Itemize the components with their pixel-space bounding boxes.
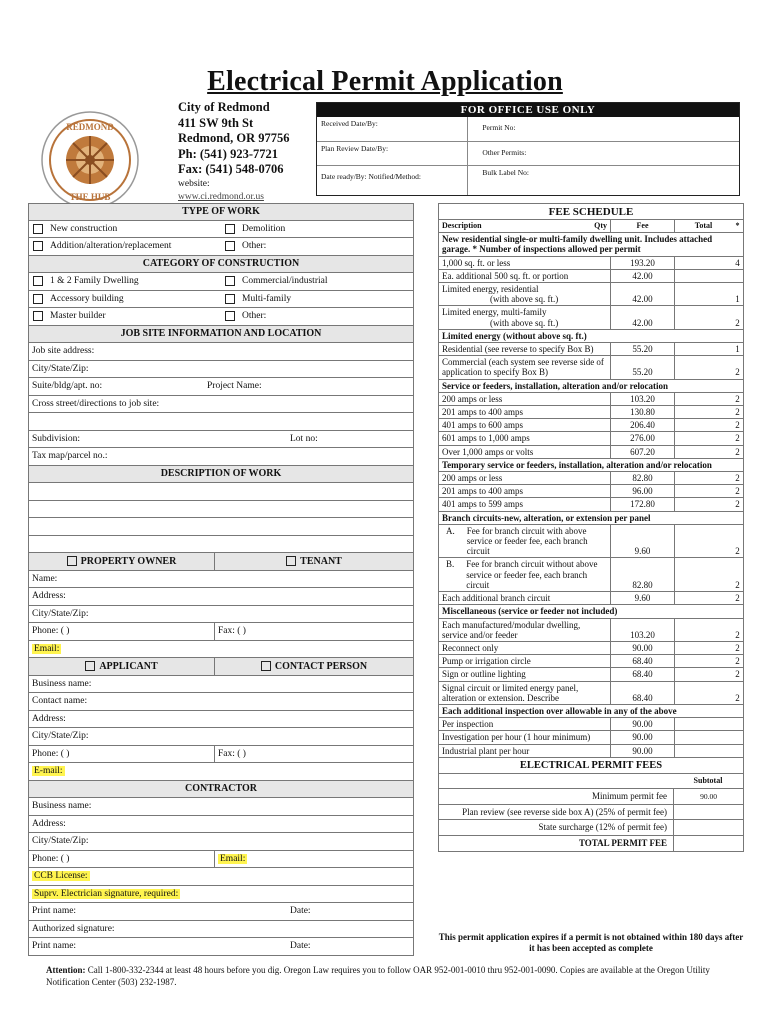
ccb-license-field[interactable]: CCB License: <box>34 871 88 882</box>
family-dwelling-label: 1 & 2 Family Dwelling <box>50 276 139 287</box>
fee-description: Industrial plant per hour <box>442 745 530 756</box>
fee-item-row[interactable] <box>439 283 743 306</box>
fee-item-line: Limited energy, multi-family <box>442 307 547 318</box>
fee-category-row <box>439 605 743 618</box>
fee-item-line: Limited energy, residential <box>442 284 539 295</box>
demolition-label: Demolition <box>242 223 286 234</box>
fee-category-row <box>439 380 743 393</box>
fee-item-row[interactable] <box>439 718 743 731</box>
addition-checkbox[interactable] <box>33 241 43 251</box>
fee-item-row[interactable] <box>439 592 743 605</box>
col-qty: Qty <box>594 221 607 230</box>
fee-item-row[interactable] <box>439 472 743 485</box>
fee-amount: 607.20 <box>610 446 674 458</box>
fee-total-cell[interactable] <box>674 642 732 654</box>
fee-amount: 9.60 <box>610 525 674 558</box>
inspection-count: 2 <box>735 499 740 510</box>
fee-description: New residential single-or multi-family dwelling unit. Includes attached garage. * Number of inspections allowed per permit <box>442 234 713 255</box>
fee-item-row[interactable] <box>439 655 743 668</box>
fee-total-cell[interactable] <box>674 558 732 591</box>
fee-subitem-text: Fee for branch circuit with above service or feeder fee, each branch circuit <box>466 525 588 557</box>
cross-street-field[interactable]: Cross street/directions to job site: <box>32 398 160 409</box>
fee-description: 401 amps to 600 amps <box>442 420 523 431</box>
fee-item-subline: (with above sq. ft.) <box>490 317 559 328</box>
inspection-count: 1 <box>735 344 740 355</box>
fee-amount: 276.00 <box>610 432 674 444</box>
contact-person-label: CONTACT PERSON <box>274 660 368 672</box>
fee-total-cell[interactable] <box>674 419 732 431</box>
fee-category-row <box>439 459 743 472</box>
fee-amount: 9.60 <box>610 592 674 604</box>
suite-field[interactable]: Suite/bldg/apt. no: <box>32 381 103 392</box>
fee-description: Reconnect only <box>442 642 499 653</box>
col-description: Description <box>442 221 482 230</box>
jobsite-header: JOB SITE INFORMATION AND LOCATION <box>29 326 413 344</box>
inspection-count: 2 <box>735 593 740 604</box>
fee-amount: 130.80 <box>610 406 674 418</box>
project-name-field[interactable]: Project Name: <box>207 381 262 392</box>
fee-total-cell[interactable] <box>674 472 732 484</box>
applicant-form <box>28 203 414 956</box>
applicant-city-field[interactable]: City/State/Zip: <box>32 731 89 742</box>
accessory-label: Accessory building <box>50 293 124 304</box>
contractor-city-field[interactable]: City/State/Zip: <box>32 836 89 847</box>
fee-amount: 193.20 <box>610 257 674 269</box>
fee-total-cell[interactable] <box>674 525 732 558</box>
office-use-box <box>316 102 740 196</box>
fee-total-cell[interactable] <box>674 257 732 269</box>
fee-description: Miscellaneous (service or feeder not included) <box>442 606 618 617</box>
fee-column-headers <box>439 220 743 233</box>
fee-item-row[interactable] <box>439 642 743 655</box>
expiration-notice: This permit application expires if a permit is not obtained within 180 days after it has been accepted as complete <box>438 932 744 953</box>
fee-item-row[interactable] <box>439 731 743 744</box>
job-address-field[interactable]: Job site address: <box>32 346 95 357</box>
fee-description: Pump or irrigation circle <box>442 656 531 667</box>
inspection-count <box>732 718 743 730</box>
date-field[interactable]: Date: <box>290 906 311 917</box>
page-title: Electrical Permit Application <box>207 66 563 97</box>
inspection-count <box>732 745 743 757</box>
inspection-count <box>732 270 743 282</box>
applicant-checkbox[interactable] <box>85 661 95 671</box>
plan-review-fee-value[interactable] <box>673 805 743 820</box>
owner-address-field[interactable]: Address: <box>32 591 66 602</box>
minimum-fee-value: 90.00 <box>673 789 743 804</box>
fee-item-row[interactable] <box>439 558 743 592</box>
applicant-address-field[interactable]: Address: <box>32 713 66 724</box>
fee-total-cell[interactable] <box>674 745 732 757</box>
fee-description: 200 amps or less <box>442 393 503 404</box>
addition-label: Addition/alteration/replacement <box>50 241 172 252</box>
inspection-count: 2 <box>735 669 740 680</box>
inspection-count: 4 <box>735 257 740 268</box>
fee-amount: 82.80 <box>610 558 674 591</box>
applicant-label: APPLICANT <box>99 660 158 672</box>
supervisor-signature-field[interactable]: Suprv. Electrician signature, required: <box>34 888 179 899</box>
fee-total-cell[interactable] <box>674 498 732 510</box>
inspection-count: 2 <box>735 407 740 418</box>
attention-text: Call 1-800-332-2344 at least 48 hours before you dig. Oregon Law requires you to follow OAR 952-001-0010 thru 952-001-0090. Copies are available at the Oregon Utility Notification Center (503) 232-1987. <box>46 965 710 987</box>
fee-description <box>439 558 610 591</box>
fee-description: Signal circuit or limited energy panel, alteration or extension. Describe <box>442 682 579 703</box>
fee-total-cell[interactable] <box>674 270 732 282</box>
fee-amount: 90.00 <box>610 642 674 654</box>
fee-total-cell[interactable] <box>674 619 732 641</box>
inspection-count: 2 <box>735 656 740 667</box>
fee-total-cell[interactable] <box>674 682 732 704</box>
fee-subitem-key: B. <box>446 559 455 570</box>
fee-amount: 172.80 <box>610 498 674 510</box>
col-total: Total <box>674 220 732 232</box>
svg-text:REDMOND: REDMOND <box>66 122 114 132</box>
electrical-permit-fees-header: ELECTRICAL PERMIT FEES <box>439 758 743 774</box>
fee-amount: 90.00 <box>610 731 674 743</box>
fee-description: Limited energy (without above sq. ft.) <box>442 330 587 341</box>
contractor-header: CONTRACTOR <box>29 781 413 799</box>
inspection-count: 2 <box>735 367 740 378</box>
applicant-business-field[interactable]: Business name: <box>32 678 92 689</box>
fee-total-cell[interactable] <box>674 393 732 405</box>
fee-amount: 103.20 <box>610 619 674 641</box>
date-ready-field[interactable]: Date ready/By: Notified/Method: <box>317 165 467 195</box>
fee-subitem-text: Fee for branch circuit without above service or feeder fee, each branch circuit <box>466 559 598 590</box>
fee-item-row[interactable] <box>439 432 743 445</box>
fee-description: Residential (see reverse to specify Box B) <box>442 344 594 355</box>
fee-category-row <box>439 233 743 256</box>
description-line[interactable] <box>29 536 413 554</box>
city-logo <box>40 110 140 210</box>
fee-amount: 68.40 <box>610 668 674 680</box>
fee-item-row[interactable] <box>439 446 743 459</box>
fee-amount: 55.20 <box>610 343 674 355</box>
fee-description: 601 amps to 1,000 amps <box>442 433 530 444</box>
fee-total-cell[interactable] <box>674 668 732 680</box>
attention-label: Attention: <box>46 965 86 975</box>
fee-item-row[interactable] <box>439 525 743 559</box>
print-name-field-2[interactable]: Print name: <box>32 941 77 952</box>
fee-description: Temporary service or feeders, installation, alteration and/or relocation <box>442 459 712 470</box>
inspection-count: 2 <box>735 579 740 590</box>
fee-description: Branch circuits-new, alteration, or extension per panel <box>442 512 651 523</box>
fee-schedule <box>438 203 744 852</box>
fee-description: Each additional inspection over allowable in any of the above <box>442 705 677 716</box>
inspection-count: 2 <box>735 420 740 431</box>
applicant-email-field[interactable]: E-mail: <box>34 766 63 777</box>
fee-item-row[interactable] <box>439 393 743 406</box>
inspection-count: 1 <box>735 294 740 305</box>
fee-item-row[interactable] <box>439 619 743 642</box>
inspection-count: 2 <box>735 433 740 444</box>
fee-item-row[interactable] <box>439 419 743 432</box>
svg-text:THE HUB: THE HUB <box>69 192 111 202</box>
fee-subitem-key: A. <box>446 525 455 536</box>
inspection-count: 2 <box>735 446 740 457</box>
print-name-field[interactable]: Print name: <box>32 906 77 917</box>
fee-description: 201 amps to 400 amps <box>442 486 523 497</box>
office-header: FOR OFFICE USE ONLY <box>317 103 739 117</box>
fee-item-row[interactable] <box>439 745 743 758</box>
tax-map-field[interactable]: Tax map/parcel no.: <box>32 451 108 462</box>
fee-item-row[interactable] <box>439 682 743 705</box>
subdivision-field[interactable]: Subdivision: <box>32 433 81 444</box>
fee-item-row[interactable] <box>439 668 743 681</box>
property-owner-checkbox[interactable] <box>67 556 77 566</box>
address-block <box>178 100 289 205</box>
fee-description: Over 1,000 amps or volts <box>442 446 534 457</box>
new-construction-checkbox[interactable] <box>33 224 43 234</box>
owner-fax-field[interactable]: Fax: ( ) <box>218 626 246 637</box>
col-star: * <box>735 220 740 230</box>
fee-description: Investigation per hour (1 hour minimum) <box>442 732 591 743</box>
master-builder-checkbox[interactable] <box>33 311 43 321</box>
attention-notice <box>46 964 736 988</box>
contractor-email-field[interactable]: Email: <box>220 853 246 864</box>
applicant-fax-field[interactable]: Fax: ( ) <box>218 748 246 759</box>
contractor-business-field[interactable]: Business name: <box>32 801 92 812</box>
applicant-phone-field[interactable]: Phone: ( ) <box>32 748 70 759</box>
col-fee: Fee <box>610 220 674 232</box>
fee-description: Each manufactured/modular dwelling, service and/or feeder <box>442 619 581 640</box>
fee-item-row[interactable] <box>439 356 743 379</box>
fee-description <box>439 525 610 558</box>
fee-category-row <box>439 330 743 343</box>
fee-category-row <box>439 705 743 718</box>
fee-amount: 55.20 <box>610 356 674 378</box>
fee-total-cell[interactable] <box>674 343 732 355</box>
city-name: City of Redmond <box>178 100 270 114</box>
commercial-checkbox[interactable] <box>225 276 235 286</box>
fee-category-row <box>439 512 743 525</box>
owner-email-field[interactable]: Email: <box>34 643 60 654</box>
fee-amount: 82.80 <box>610 472 674 484</box>
fee-item-row[interactable] <box>439 406 743 419</box>
fee-item-row[interactable] <box>439 498 743 511</box>
fee-amount: 90.00 <box>610 718 674 730</box>
street: 411 SW 9th St <box>178 115 254 130</box>
description-line[interactable] <box>29 518 413 536</box>
blank-line[interactable] <box>29 413 413 431</box>
fee-description: 200 amps or less <box>442 473 503 484</box>
inspection-count <box>732 731 743 743</box>
fee-description: 1,000 sq. ft. or less <box>442 257 511 268</box>
type-of-work-header: TYPE OF WORK <box>29 203 413 221</box>
fee-description: Service or feeders, installation, alteration and/or relocation <box>442 380 668 391</box>
fee-total-cell[interactable] <box>674 592 732 604</box>
authorized-signature-field[interactable]: Authorized signature: <box>32 923 115 934</box>
fee-item-row[interactable] <box>439 306 743 329</box>
fee-total-cell[interactable] <box>674 485 732 497</box>
subtotal-label: Subtotal <box>693 776 723 786</box>
surcharge-label: State surcharge (12% of permit fee) <box>538 822 667 833</box>
fee-total-cell[interactable] <box>674 406 732 418</box>
received-field[interactable]: Received Date/By: <box>321 119 378 128</box>
fee-amount: 68.40 <box>610 655 674 667</box>
fee-description: Sign or outline lighting <box>442 669 526 680</box>
commercial-label: Commercial/industrial <box>242 276 328 287</box>
fee-total-cell[interactable] <box>674 432 732 444</box>
inspection-count: 2 <box>735 473 740 484</box>
contact-person-checkbox[interactable] <box>261 661 271 671</box>
fee-description: 201 amps to 400 amps <box>442 407 523 418</box>
fax: Fax: (541) 548-0706 <box>178 162 284 176</box>
fee-total-cell[interactable] <box>674 283 732 305</box>
fee-total-cell[interactable] <box>674 655 732 667</box>
owner-phone-field[interactable]: Phone: ( ) <box>32 626 70 637</box>
phone: Ph: (541) 923-7721 <box>178 146 278 161</box>
date-field-2[interactable]: Date: <box>290 941 311 952</box>
fee-description: Per inspection <box>442 719 494 730</box>
fee-description: Commercial (each system see reverse side of application to specify Box B) <box>442 357 604 378</box>
fee-amount: 206.40 <box>610 419 674 431</box>
master-builder-label: Master builder <box>50 311 106 322</box>
other-category-checkbox[interactable] <box>225 311 235 321</box>
website-link[interactable]: www.ci.redmond.or.us <box>178 191 264 202</box>
other-category-label: Other: <box>242 311 267 322</box>
fee-description: Each additional branch circuit <box>442 593 551 604</box>
permit-no-field[interactable]: Permit No: <box>482 123 516 132</box>
description-line[interactable] <box>29 501 413 519</box>
fee-item-row[interactable] <box>439 485 743 498</box>
fee-amount: 68.40 <box>610 682 674 704</box>
total-fee-value[interactable] <box>673 836 743 852</box>
inspection-count: 2 <box>735 486 740 497</box>
fee-total-cell[interactable] <box>674 306 732 328</box>
bulk-label-field[interactable]: Bulk Label No: <box>468 165 739 195</box>
plan-review-fee-label: Plan review (see reverse side box A) (25% of permit fee) <box>462 806 667 817</box>
applicant-contact-field[interactable]: Contact name: <box>32 696 88 707</box>
new-construction-label: New construction <box>50 223 118 234</box>
property-owner-label: PROPERTY OWNER <box>80 555 177 567</box>
family-dwelling-checkbox[interactable] <box>33 276 43 286</box>
description-header: DESCRIPTION OF WORK <box>29 466 413 484</box>
inspection-count: 2 <box>735 546 740 557</box>
fee-amount: 42.00 <box>610 306 674 328</box>
fee-item-row[interactable] <box>439 270 743 283</box>
inspection-count: 2 <box>735 629 740 640</box>
fee-item-row[interactable] <box>439 343 743 356</box>
city-state: Redmond, OR 97756 <box>178 131 290 145</box>
surcharge-value[interactable] <box>673 820 743 835</box>
fee-amount: 96.00 <box>610 485 674 497</box>
owner-name-field[interactable]: Name: <box>32 573 58 584</box>
fee-description <box>439 283 610 305</box>
fee-item-row[interactable] <box>439 257 743 270</box>
other-work-label: Other: <box>242 241 267 252</box>
contractor-address-field[interactable]: Address: <box>32 818 66 829</box>
fee-total-cell[interactable] <box>674 356 732 378</box>
lot-no-field[interactable]: Lot no: <box>290 433 318 444</box>
fee-item-subline: (with above sq. ft.) <box>490 294 559 305</box>
accessory-checkbox[interactable] <box>33 294 43 304</box>
fee-total-cell[interactable] <box>674 718 732 730</box>
fee-description: 401 amps to 599 amps <box>442 499 523 510</box>
fee-total-cell[interactable] <box>674 446 732 458</box>
fee-schedule-header: FEE SCHEDULE <box>439 204 743 220</box>
inspection-count: 2 <box>735 393 740 404</box>
fee-amount: 103.20 <box>610 393 674 405</box>
total-fee-label: TOTAL PERMIT FEE <box>578 838 667 849</box>
inspection-count: 2 <box>735 692 740 703</box>
fee-description: Ea. additional 500 sq. ft. or portion <box>442 270 569 281</box>
demolition-checkbox[interactable] <box>225 224 235 234</box>
tenant-label: TENANT <box>300 555 342 567</box>
tenant-checkbox[interactable] <box>286 556 296 566</box>
other-permits-field[interactable]: Other Permits: <box>468 141 739 165</box>
minimum-fee-label: Minimum permit fee <box>592 791 667 802</box>
fee-amount: 42.00 <box>610 270 674 282</box>
fee-description <box>439 306 610 328</box>
website-label: website: <box>178 178 210 189</box>
description-line[interactable] <box>29 483 413 501</box>
job-city-field[interactable]: City/State/Zip: <box>32 363 89 374</box>
inspection-count: 2 <box>735 317 740 328</box>
category-header: CATEGORY OF CONSTRUCTION <box>29 256 413 274</box>
plan-review-field[interactable]: Plan Review Date/By: <box>317 141 467 165</box>
contractor-phone-field[interactable]: Phone: ( ) <box>32 853 70 864</box>
fee-total-cell[interactable] <box>674 731 732 743</box>
multifamily-label: Multi-family <box>242 293 292 304</box>
multifamily-checkbox[interactable] <box>225 294 235 304</box>
fee-amount: 90.00 <box>610 745 674 757</box>
owner-city-field[interactable]: City/State/Zip: <box>32 608 89 619</box>
other-work-checkbox[interactable] <box>225 241 235 251</box>
fee-amount: 42.00 <box>610 283 674 305</box>
inspection-count: 2 <box>735 642 740 653</box>
